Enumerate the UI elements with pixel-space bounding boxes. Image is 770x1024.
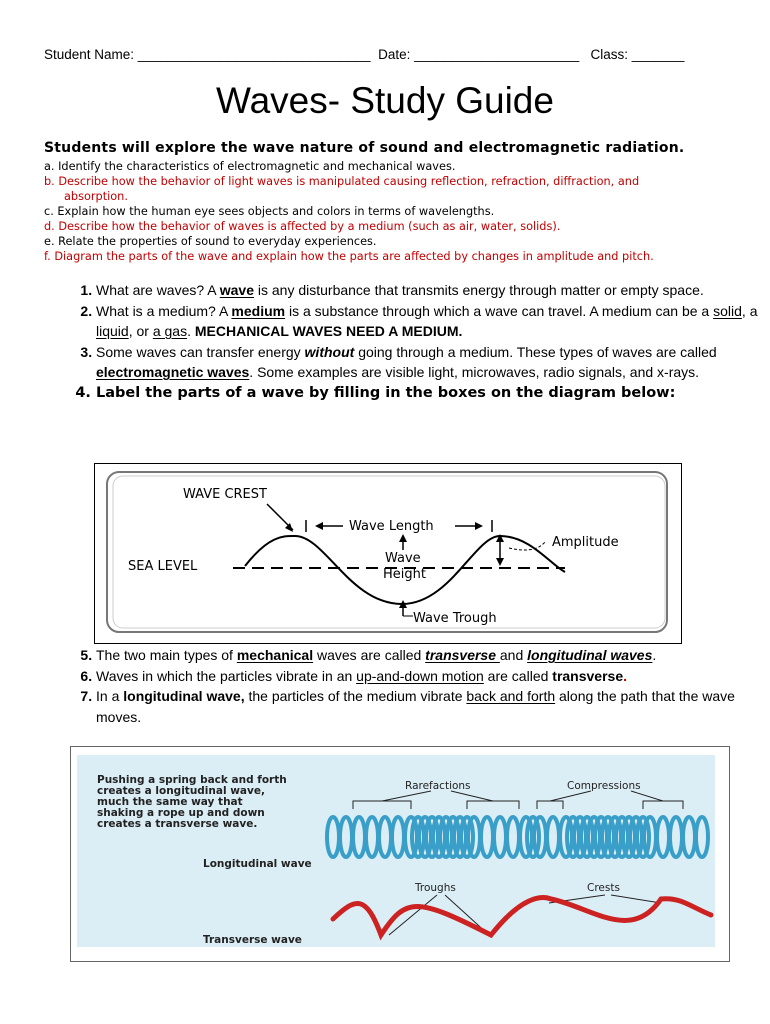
label-longitudinal-wave: Longitudinal wave <box>203 858 312 870</box>
student-name-field[interactable]: Student Name: _______________________________ <box>44 47 371 62</box>
label-wave-height-1: Wave <box>385 551 421 566</box>
objective-b-cont: absorption. <box>64 190 128 203</box>
label-rarefactions: Rarefactions <box>405 780 471 792</box>
class-field[interactable]: Class: _______ <box>590 47 685 62</box>
caption-line-1: Pushing a spring back and forth <box>97 774 287 786</box>
question-list-2 <box>44 645 770 727</box>
question-2: 2. What is a medium? A medium is a substance through which a wave can travel. A medium can be a solid, a liquid, or a gas. MECHANICAL WAVES NEED A MEDIUM. <box>96 301 770 342</box>
label-wave-length: Wave Length <box>349 519 434 534</box>
wave-diagram-svg <box>95 464 681 643</box>
question-7: 7. In a longitudinal wave, the particles of the medium vibrate back and forth along the path that the wave moves. <box>96 686 770 727</box>
objectives-section <box>44 140 744 264</box>
question-1: 1. What are waves? A wave is any disturbance that transmits energy through matter or empty space. <box>96 280 770 301</box>
student-header <box>44 47 684 62</box>
question-6: 6. Waves in which the particles vibrate in an up-and-down motion are called transverse. <box>96 666 770 687</box>
question-list-1 <box>44 280 770 403</box>
label-wave-trough: Wave Trough <box>413 611 497 626</box>
spring-diagram-svg <box>71 747 729 961</box>
objective-e: e. Relate the properties of sound to everyday experiences. <box>44 235 377 248</box>
label-transverse-wave: Transverse wave <box>203 934 302 946</box>
question-4: 4. Label the parts of a wave by filling in the boxes on the diagram below: <box>96 383 770 404</box>
label-amplitude: Amplitude <box>552 535 619 550</box>
objective-d: d. Describe how the behavior of waves is affected by a medium (such as air, water, solids). <box>44 220 561 233</box>
objective-c: c. Explain how the human eye sees objects and colors in terms of wavelengths. <box>44 205 495 218</box>
caption-line-2: creates a longitudinal wave, <box>97 785 265 797</box>
label-crests: Crests <box>587 882 620 894</box>
label-wave-crest: WAVE CREST <box>183 487 267 502</box>
label-troughs: Troughs <box>415 882 456 894</box>
objective-b: b. Describe how the behavior of light waves is manipulated causing reflection, refraction, diffraction, and <box>44 175 640 188</box>
label-wave-height-2: Height <box>383 567 426 582</box>
objective-f: f. Diagram the parts of the wave and explain how the parts are affected by changes in amplitude and pitch. <box>44 250 654 263</box>
spring-rope-diagram <box>70 746 730 962</box>
wave-parts-diagram <box>94 463 682 644</box>
objective-a: a. Identify the characteristics of electromagnetic and mechanical waves. <box>44 160 456 173</box>
question-3: 3. Some waves can transfer energy without going through a medium. These types of waves are called electromagnetic waves. Some examples are visible light, microwaves, radio signals, and x-rays. <box>96 342 770 383</box>
label-compressions: Compressions <box>567 780 641 792</box>
objectives-lead: Students will explore the wave nature of sound and electromagnetic radiation. <box>44 140 685 156</box>
caption-line-4: shaking a rope up and down <box>97 807 265 819</box>
caption-line-3: much the same way that <box>97 796 243 808</box>
label-sea-level: SEA LEVEL <box>128 559 198 574</box>
caption-line-5: creates a transverse wave. <box>97 818 258 830</box>
date-field[interactable]: Date: ______________________ <box>378 47 580 62</box>
question-5: 5. The two main types of mechanical waves are called transverse and longitudinal waves. <box>96 645 770 666</box>
page-title: Waves- Study Guide <box>216 80 554 121</box>
